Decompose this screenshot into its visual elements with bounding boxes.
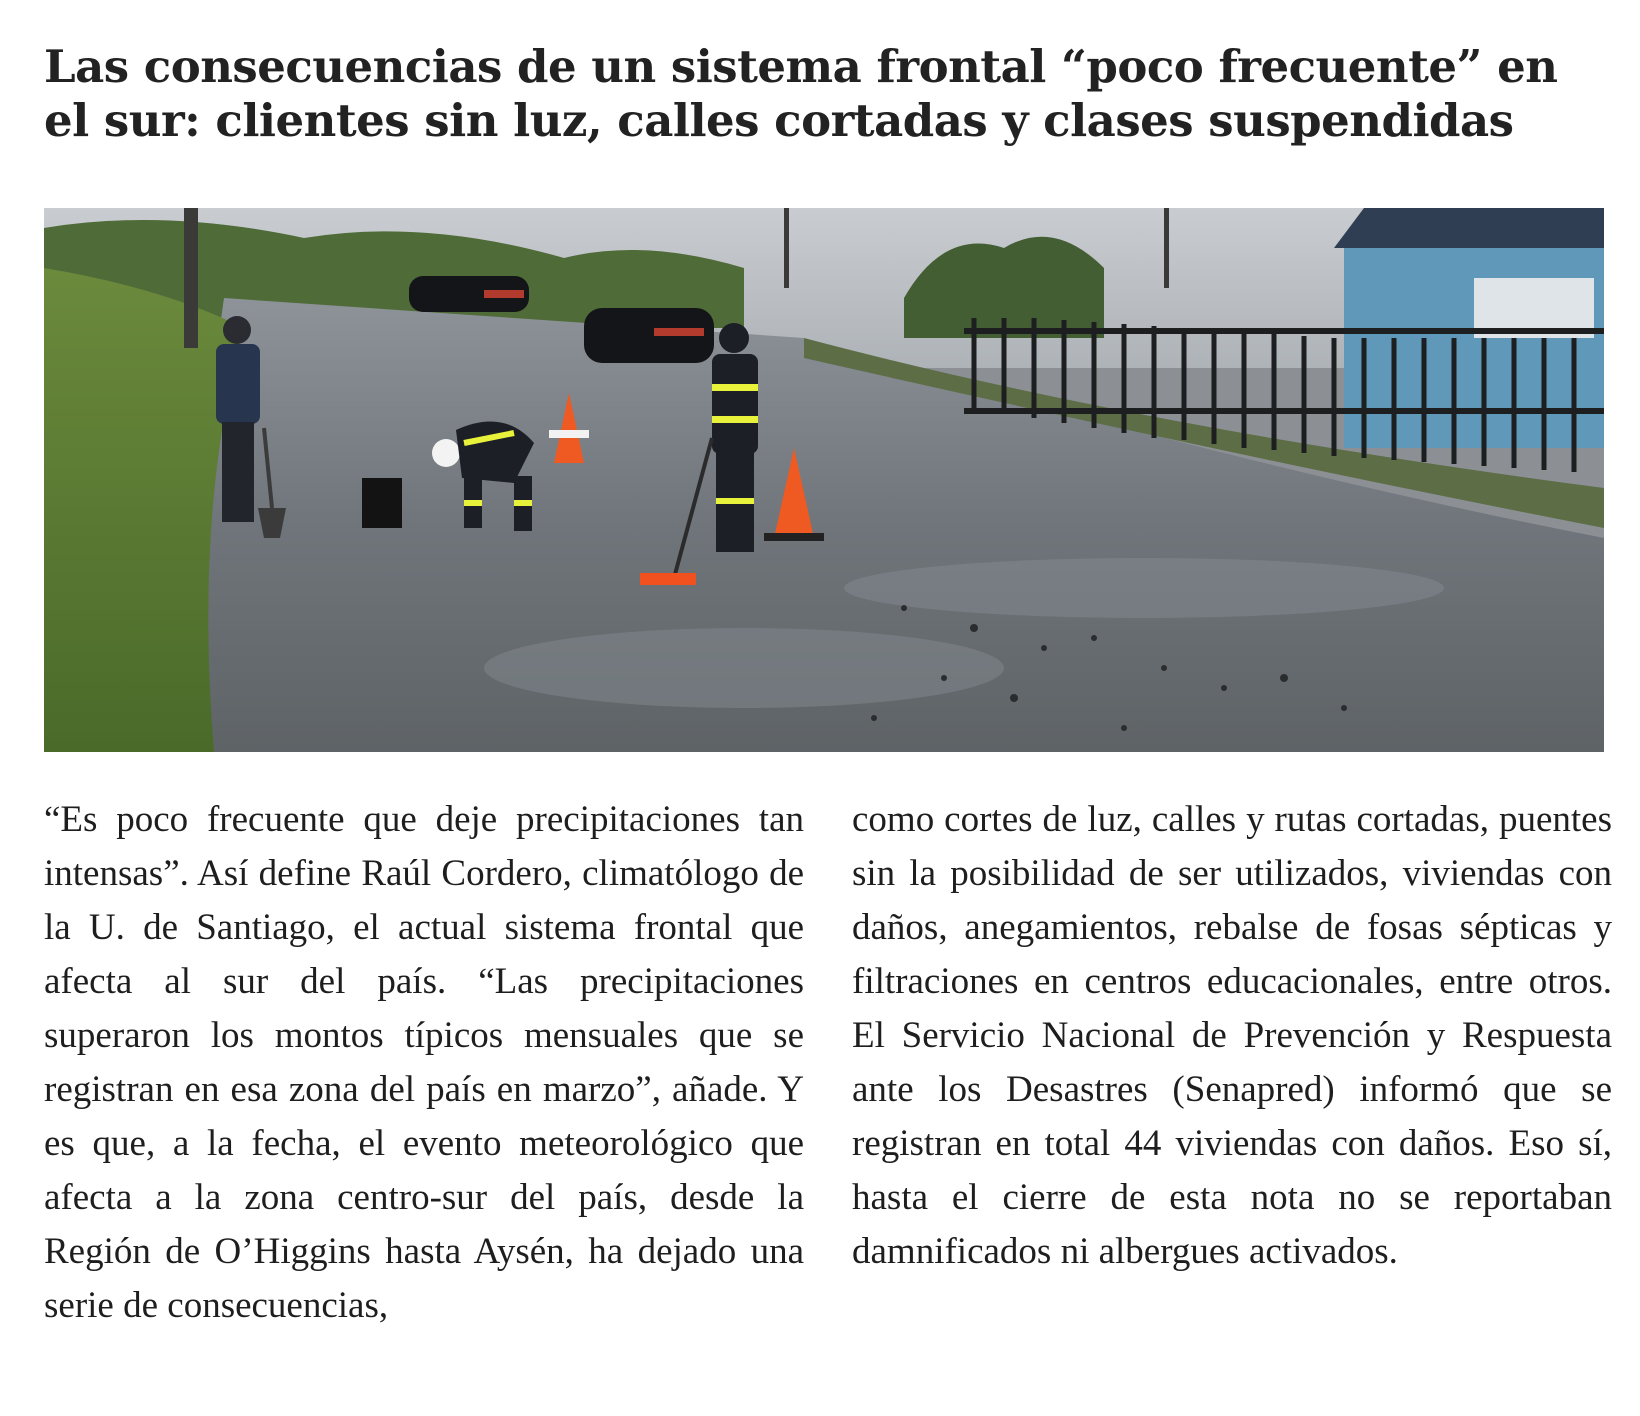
article-photo [44,208,1604,752]
article-column-left: “Es poco frecuente que deje precipitaciones tan intensas”. Así define Raúl Cordero, climatólogo de la U. de Santiago, el actual sistema frontal que afecta al sur del país. “Las precipitaciones superaron los montos típicos mensuales que se registran en esa zona del país en marzo”, añade. Y es que, a la fecha, el evento meteorológico que afecta a la zona centro-sur del país, desde la Región de O’Higgins hasta Aysén, ha dejado una serie de consecuencias, [44,799,804,1326]
article-headline: Las consecuencias de un sistema frontal “poco frecuente” en el sur: clientes sin luz, calles cortadas y clases suspendidas [44,40,1558,147]
article-column-right: como cortes de luz, calles y rutas cortadas, puentes sin la posibilidad de ser utilizados, viviendas con daños, anegamientos, rebalse de fosas sépticas y filtraciones en centros educacionales, entre otros. El Servicio Nacional de Prevención y Respuesta ante los Desastres (Senapred) informó que se registran en total 44 viviendas con daños. Eso sí, hasta el cierre de esta nota no se reportaban damnificados ni albergues activados. [852,799,1612,1272]
